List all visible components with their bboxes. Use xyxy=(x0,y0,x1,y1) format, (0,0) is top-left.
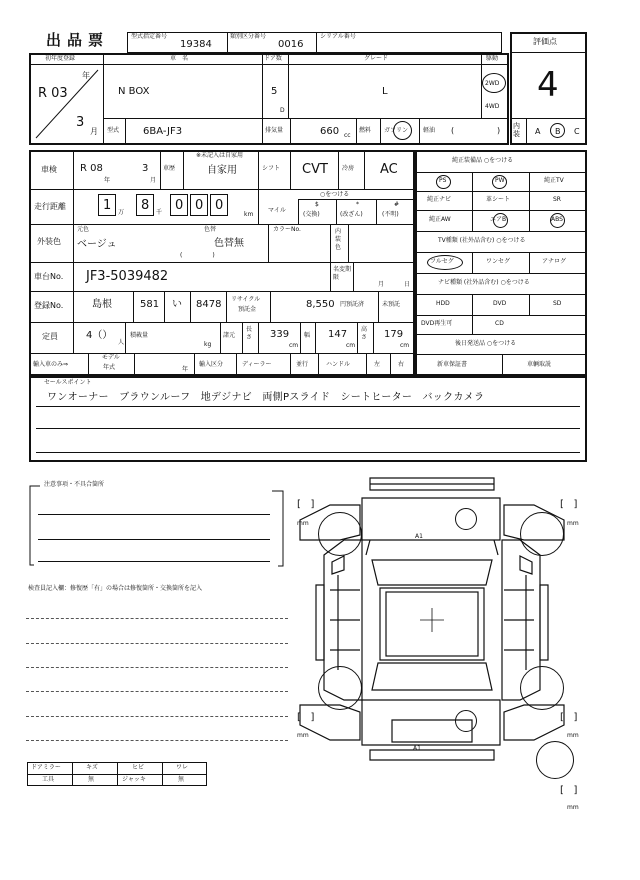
exchange-label: (交換) xyxy=(303,211,320,218)
tread-unit-spare: mm xyxy=(567,804,579,811)
history-note: ※未記入は自家用 xyxy=(196,152,244,159)
history-label: 車歴 xyxy=(163,165,176,172)
inspection-year: R 08 xyxy=(80,163,103,174)
navi-dvd-play: DVD再生可 xyxy=(421,320,453,327)
legend-break: ワレ xyxy=(176,764,189,771)
navi-cd: CD xyxy=(495,320,504,327)
interior-c: C xyxy=(574,127,580,136)
reg-class: 581 xyxy=(140,299,160,310)
equip-pw: PW xyxy=(495,177,505,184)
interior-a: A xyxy=(535,127,541,136)
model-year-label-1: モデル xyxy=(102,354,120,361)
recycle-label-1: リサイクル xyxy=(231,296,261,303)
width-label: 幅 xyxy=(304,332,311,339)
tv-title: TV種類 (社外品含む) ○をつける xyxy=(438,237,526,244)
length-value: 339 xyxy=(270,329,290,340)
model-label: 型式 xyxy=(107,127,120,134)
fuel-label: 燃料 xyxy=(359,127,372,134)
diesel-paren-open: ( xyxy=(451,126,455,135)
wheel-rear-left-icon xyxy=(318,666,362,710)
inspection-month: 3 xyxy=(142,163,149,174)
mileage-label: 走行距離 xyxy=(34,202,66,211)
load-unit: kg xyxy=(204,341,212,348)
reg-area: 島根 xyxy=(92,299,112,310)
tread-bracket-rl: [ ] xyxy=(297,712,315,723)
name-change-month: 月 xyxy=(378,281,385,288)
reg-kana: い xyxy=(172,299,182,310)
dims-label: 諸元 xyxy=(223,332,236,339)
capacity-label: 定員 xyxy=(42,332,58,341)
int-color-label: 内装色 xyxy=(335,228,342,251)
later-title: 後日発送品 ○をつける xyxy=(455,340,517,347)
navi-title: ナビ種類 (社外品含む) ○をつける xyxy=(438,279,530,286)
length-label: 長さ xyxy=(246,326,253,341)
first-reg-month: 3 xyxy=(76,115,85,130)
height-unit: cm xyxy=(400,342,410,349)
legend-tools-value: 無 xyxy=(88,776,95,783)
history-value: 自家用 xyxy=(207,165,237,176)
spare-tire-icon xyxy=(536,741,574,779)
reg-label: 登録No. xyxy=(34,301,64,310)
rear-emblem-icon xyxy=(455,710,477,732)
score-label: 評価点 xyxy=(533,37,557,46)
left-label: 左 xyxy=(374,361,381,368)
capacity-unit: 人 xyxy=(118,339,125,346)
tv-fullseg: フルセグ xyxy=(430,258,454,265)
shift-label: シフト xyxy=(262,165,281,172)
unknown-label: (不明) xyxy=(382,211,399,218)
later-manual: 車輌取説 xyxy=(527,361,552,368)
car-name-label: 車 名 xyxy=(170,55,189,62)
tread-bracket-fr: [ ] xyxy=(560,499,578,510)
navi-dvd: DVD xyxy=(493,300,507,307)
mile-label: マイル xyxy=(268,207,286,214)
import-label: 輸入車のみ⇒ xyxy=(33,361,69,368)
inspection-year-unit: 年 xyxy=(104,177,111,184)
first-reg-year-unit: 年 xyxy=(82,71,90,80)
fuel-gasoline: ガソリン xyxy=(384,127,409,134)
load-label: 積載量 xyxy=(130,332,149,339)
orig-color-value: ベージュ xyxy=(77,239,117,250)
dealer-label: ディーラー xyxy=(242,361,272,368)
mileage-man-unit: 万 xyxy=(118,209,125,216)
class-label: 類別区分番号 xyxy=(230,33,267,40)
tread-unit-rr: mm xyxy=(567,732,579,739)
mark-note: ○をつける xyxy=(320,191,350,198)
sales-point-text: ワンオーナー ブラウンルーフ 地デジナビ 両側Pスライド シートヒーター バックカメラ xyxy=(47,392,485,403)
equip-aw: 純正AW xyxy=(429,216,451,223)
right-label: 右 xyxy=(398,361,405,368)
page-title: 出品票 xyxy=(46,31,110,49)
mileage-digit-4: 0 xyxy=(195,198,204,213)
recycle-value: 8,550 xyxy=(306,299,335,310)
tamper-label: (改ざん) xyxy=(340,211,363,218)
equip-airbag: エアB xyxy=(490,216,507,223)
inspection-label: 車検 xyxy=(41,165,57,174)
doors-label: ドア数 xyxy=(264,55,282,62)
equip-ps: PS xyxy=(439,177,447,184)
legend-jack-value: 無 xyxy=(178,776,185,783)
legend-jack: ジャッキ xyxy=(122,776,146,783)
mileage-unit: km xyxy=(244,211,254,218)
orig-color-label: 元色 xyxy=(77,226,90,233)
grade-value: L xyxy=(382,86,388,97)
mileage-sen-unit: 千 xyxy=(156,209,163,216)
later-warranty: 新車保証書 xyxy=(437,361,468,368)
grade-label: グレード xyxy=(364,55,389,62)
repaint-label: 色替 xyxy=(204,226,217,233)
cooler-value: AC xyxy=(380,162,398,177)
drive-4wd: 4WD xyxy=(485,103,500,110)
reg-num: 8478 xyxy=(196,299,222,310)
doors-suffix: D xyxy=(280,107,285,114)
sales-point-label: セールスポイント xyxy=(44,379,92,386)
diesel-paren-close: ) xyxy=(497,126,501,135)
doors-value: 5 xyxy=(271,86,278,97)
tread-bracket-rr: [ ] xyxy=(560,712,578,723)
repaint-value: 色替無 xyxy=(214,238,244,249)
capacity-value: 4（） xyxy=(86,330,113,341)
legend-door-mirror: ドアミラー xyxy=(31,764,61,771)
tv-analog: アナログ xyxy=(542,258,567,265)
recycle-unit: 円預託済 xyxy=(340,301,365,308)
navi-hdd: HDD xyxy=(436,300,450,307)
equip-navi: 純正ナビ xyxy=(427,196,452,203)
repaint-paren: ( ) xyxy=(180,252,215,259)
mileage-digit-2: 8 xyxy=(141,198,150,213)
mileage-digit-1: 1 xyxy=(103,198,112,213)
interior-label: 内装 xyxy=(513,122,520,138)
displacement-unit: cc xyxy=(344,132,351,139)
displacement-label: 排気量 xyxy=(265,127,284,134)
exchange-sym: $ xyxy=(315,201,319,208)
recycle-label-2: 預託金 xyxy=(238,306,257,313)
navi-sd: SD xyxy=(553,300,562,307)
first-reg-month-unit: 月 xyxy=(90,127,98,136)
first-reg-label: 初年度登録 xyxy=(45,55,76,62)
shift-value: CVT xyxy=(302,162,328,177)
type-cert-label: 型式指定番号 xyxy=(131,33,168,40)
tamper-sym: * xyxy=(356,201,359,208)
cooler-label: 冷房 xyxy=(342,165,355,172)
first-reg-year: R 03 xyxy=(38,86,68,101)
tread-bracket-fl: [ ] xyxy=(297,499,315,510)
fuel-diesel: 軽油 xyxy=(423,127,436,134)
wheel-front-right-icon xyxy=(520,512,564,556)
wheel-front-left-icon xyxy=(318,512,362,556)
equip-leather: 革シート xyxy=(486,196,511,203)
recycle-unpaid: 未預託 xyxy=(382,301,401,308)
name-change-day: 日 xyxy=(404,281,411,288)
tread-unit-fr: mm xyxy=(567,520,579,527)
type-cert-value: 19384 xyxy=(180,39,212,50)
legend-tools: 工具 xyxy=(42,776,55,783)
equip-tv: 純正TV xyxy=(544,177,564,184)
equip-title: 純正装備品 ○をつける xyxy=(452,157,514,164)
interior-b: B xyxy=(555,127,561,136)
tread-unit-fl: mm xyxy=(297,520,309,527)
score-value: 4 xyxy=(537,65,559,105)
width-value: 147 xyxy=(328,329,348,340)
tread-unit-rl: mm xyxy=(297,732,309,739)
displacement-value: 660 xyxy=(320,126,340,137)
chassis-value: JF3-5039482 xyxy=(86,269,169,284)
inspector-label: 検査員記入欄：修復歴「有」の場合は修復箇所・交換箇所を記入 xyxy=(28,585,203,592)
chassis-label: 車台No. xyxy=(34,272,64,281)
legend-crack: ヒビ xyxy=(132,764,145,771)
drive-2wd: 2WD xyxy=(485,80,500,87)
model-year-label-2: 年式 xyxy=(103,364,116,371)
length-unit: cm xyxy=(289,342,299,349)
width-unit: cm xyxy=(346,342,356,349)
ext-color-label: 外装色 xyxy=(37,237,61,246)
damage-mark-front: A1 xyxy=(415,533,423,540)
name-change-label: 名変期限 xyxy=(333,266,352,281)
tread-bracket-spare: [ ] xyxy=(560,785,578,796)
wheel-rear-right-icon xyxy=(520,666,564,710)
caution-label: 注意事項・不具合箇所 xyxy=(44,481,105,488)
mileage-digit-3: 0 xyxy=(175,198,184,213)
equip-abs: ABS xyxy=(551,216,563,223)
color-no-label: カラーNo. xyxy=(273,226,301,233)
unknown-sym: # xyxy=(394,201,400,208)
height-label: 高さ xyxy=(361,326,368,341)
model-value: 6BA-JF3 xyxy=(143,126,183,137)
damage-mark-rear: A1 xyxy=(413,745,421,752)
handle-label: ハンドル xyxy=(326,361,351,368)
car-name-value: N BOX xyxy=(118,86,150,97)
serial-label: シリアル番号 xyxy=(320,33,356,40)
tv-oneseg: ワンセグ xyxy=(486,258,511,265)
import-type-label: 輸入区分 xyxy=(199,361,224,368)
front-emblem-icon xyxy=(455,508,477,530)
class-value: 0016 xyxy=(278,39,304,50)
parallel-label: 並行 xyxy=(296,361,309,368)
height-value: 179 xyxy=(384,329,404,340)
drive-label: 駆動 xyxy=(486,55,499,62)
equip-sr: SR xyxy=(553,196,561,203)
mileage-digit-5: 0 xyxy=(215,198,224,213)
inspection-month-unit: 月 xyxy=(150,177,157,184)
model-year-unit: 年 xyxy=(182,366,189,373)
legend-scratch: キズ xyxy=(86,764,98,771)
